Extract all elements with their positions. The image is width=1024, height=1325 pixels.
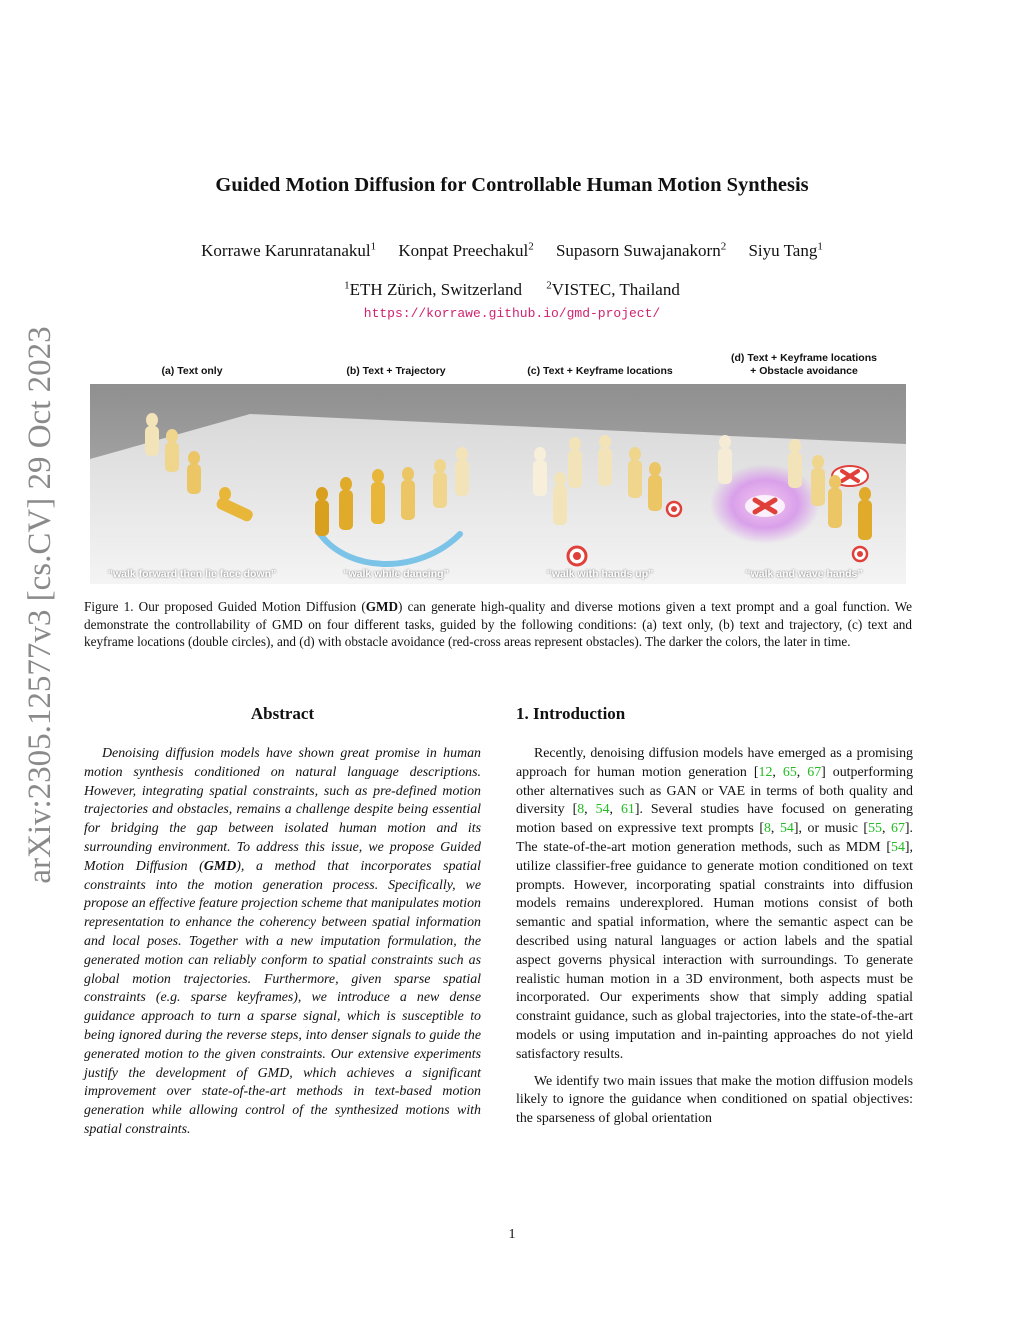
project-url-link[interactable]: https://korrawe.github.io/gmd-project/ — [363, 306, 661, 321]
citation-link[interactable]: 54 — [779, 821, 794, 837]
panel-prompt-d: “walk and wave hands” — [745, 568, 863, 580]
abstract-heading: Abstract — [250, 704, 315, 723]
panel-prompt-a: “walk forward then lie face down” — [107, 568, 277, 580]
author: Supasorn Suwajanakorn$^2$ — [555, 240, 727, 260]
citation-link[interactable]: 67 — [891, 821, 905, 837]
affiliation-list — [0, 279, 1024, 300]
obstacle-cross — [745, 495, 785, 517]
citation-link[interactable]: 54 — [891, 839, 905, 855]
citation-link[interactable]: 65 — [782, 764, 797, 780]
citation-link[interactable]: 61 — [620, 802, 635, 818]
panel-prompt-b: “walk while dancing” — [343, 568, 449, 580]
citation-link[interactable]: 12 — [758, 764, 773, 780]
intro-paragraph: Recently, denoising diffusion models have emerged as a promising approach for human motion generation [12, 65, 67] outperforming other alternatives such as GAN or VAE in terms of both quality and diversity [8, 54, 61]. Several studies have focused on generating motion based on expressive text prompts [8, 54], or music [55, 67]. The state-of-the-art motion generation methods, such as MDM [54], utilize classifier-free guidance to generate motion conditioned on text prompts. However, incorporating spatial constraints into diffusion models remains underexplored. Human motions consist of both semantic and spatial information, where the semantic aspect can be described using natural languages or action labels and the spatial aspect governs physical interaction with surroundings. To generate realistic human motion in a 3D environment, both aspects must be incorporated. Our experiments show that simply adding spatial constraint guidance, such as global trajectories, into the state-of-the-art models or using imputation and in-painting approaches do not yield satisfactory results. — [516, 746, 914, 1062]
arxiv-stamp: arXiv:2305.12577v3 [cs.CV] 29 Oct 2023 — [22, 326, 58, 884]
citation-link[interactable]: 8 — [577, 802, 585, 818]
panel-label-b: (b) Text + Trajectory — [346, 365, 446, 377]
paper-title: Guided Motion Diffusion for Controllable Human Motion Synthesis — [215, 174, 809, 196]
panel-label-c: (c) Text + Keyframe locations — [527, 365, 673, 377]
citation-link[interactable]: 67 — [807, 764, 822, 780]
abstract-body: Denoising diffusion models have shown great promise in human motion synthesis conditioned on natural language descriptions. However, integrating spatial constraints, such as pre-defined motion trajectories and obstacles, remains a challenge despite being essential for bridging the gap between isolated human motion and its surrounding environment. To address this issue, we propose Guided Motion Diffusion (GMD), a method that incorporates spatial constraints into the motion generation process. Specifically, we propose an effective feature projection scheme that manipulates motion representation to enhance the coherency between spatial information and local poses. Together with a new imputation formulation, the generated motion can reliably conform to spatial constraints such as global motion trajectories. Furthermore, given sparse spatial constraints (e.g. sparse keyframes), we introduce a new dense guidance approach to turn a sparse signal, which is susceptible to being ignored during the reverse steps, into denser signals to guide the generated motion to the given constraints. Our extensive experiments justify the development of GMD, which achieves a significant improvement over state-of-the-art methods in text-based motion generation while allowing control of the synthesized motions with spatial constraints. — [84, 746, 481, 1137]
introduction-body — [516, 745, 913, 1137]
keyframe-circle — [568, 547, 586, 565]
introduction-heading: 1. Introduction — [516, 704, 626, 723]
affiliation: $^2$VISTEC, Thailand — [546, 279, 680, 299]
keyframe-circle — [853, 547, 867, 561]
keyframe-circle — [667, 502, 681, 516]
author: Korrawe Karunratanakul$^1$ — [201, 240, 377, 260]
author-list — [0, 240, 1024, 261]
scene-render — [90, 384, 906, 584]
teaser-figure — [90, 350, 906, 590]
panel-prompt-c: “walk with hands up” — [546, 568, 654, 580]
citation-link[interactable]: 55 — [868, 821, 882, 837]
page-number: 1 — [508, 1227, 516, 1242]
author: Konpat Preechakul$^2$ — [398, 240, 534, 260]
affiliation: $^1$ETH Zürich, Switzerland — [344, 279, 522, 299]
intro-paragraph: We identify two main issues that make the motion diffusion models likely to ignore the guidance when conditioned on spatial objectives: the sparseness of global orientation — [516, 1073, 913, 1127]
panel-label-d: (d) Text + Keyframe locations + Obstacle avoidance — [731, 352, 877, 377]
panel-label-a: (a) Text only — [161, 365, 223, 377]
citation-link[interactable]: 54 — [595, 802, 610, 818]
figure-caption: Figure 1. Our proposed Guided Motion Diffusion (GMD) can generate high-quality and diverse motions given a text prompt and a goal function. We demonstrate the controllability of GMD on four different tasks, guided by the following conditions: (a) text only, (b) text and trajectory, (c) text and keyframe locations (double circles), and (d) with obstacle avoidance (red-cross areas represent obstacles). The darker the colors, the later in time. — [84, 599, 912, 649]
author: Siyu Tang$^1$ — [748, 240, 823, 260]
citation-link[interactable]: 8 — [763, 821, 771, 837]
